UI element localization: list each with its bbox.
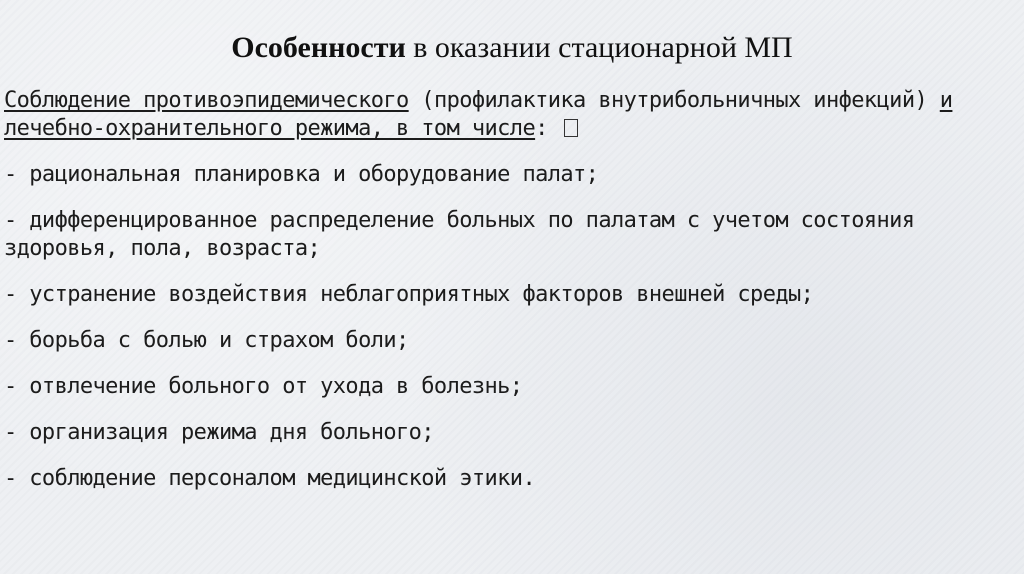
intro-underlined-part1: Соблюдение противоэпидемического: [4, 88, 409, 113]
list-item: - соблюдение персоналом медицинской этики.: [4, 466, 536, 491]
slide-title-bold: Особенности: [231, 31, 406, 64]
slide-title-rest: в оказании стационарной МП: [405, 31, 793, 64]
intro-part2: (профилактика внутрибольничных инфекций): [408, 88, 940, 113]
intro-part4: :: [535, 116, 561, 141]
list-item: - рациональная планировка и оборудование палат;: [4, 162, 599, 187]
intro-underlined-part3: и лечебно-охранительного режима, в том числе: [4, 88, 953, 141]
slide-body: [4, 87, 1014, 511]
list-item: - дифференцированное распределение больных по палатам с учетом состояния здоровья, пола, возраста;: [4, 208, 915, 261]
box-glyph-icon: [564, 119, 578, 137]
list-item: - организация режима дня больного;: [4, 420, 434, 445]
slide-title: [0, 30, 1024, 66]
list-item: - устранение воздействия неблагоприятных факторов внешней среды;: [4, 282, 814, 307]
list-item: - борьба с болью и страхом боли;: [4, 328, 409, 353]
intro-paragraph: [4, 87, 1014, 143]
list-item: - отвлечение больного от ухода в болезнь;: [4, 374, 523, 399]
